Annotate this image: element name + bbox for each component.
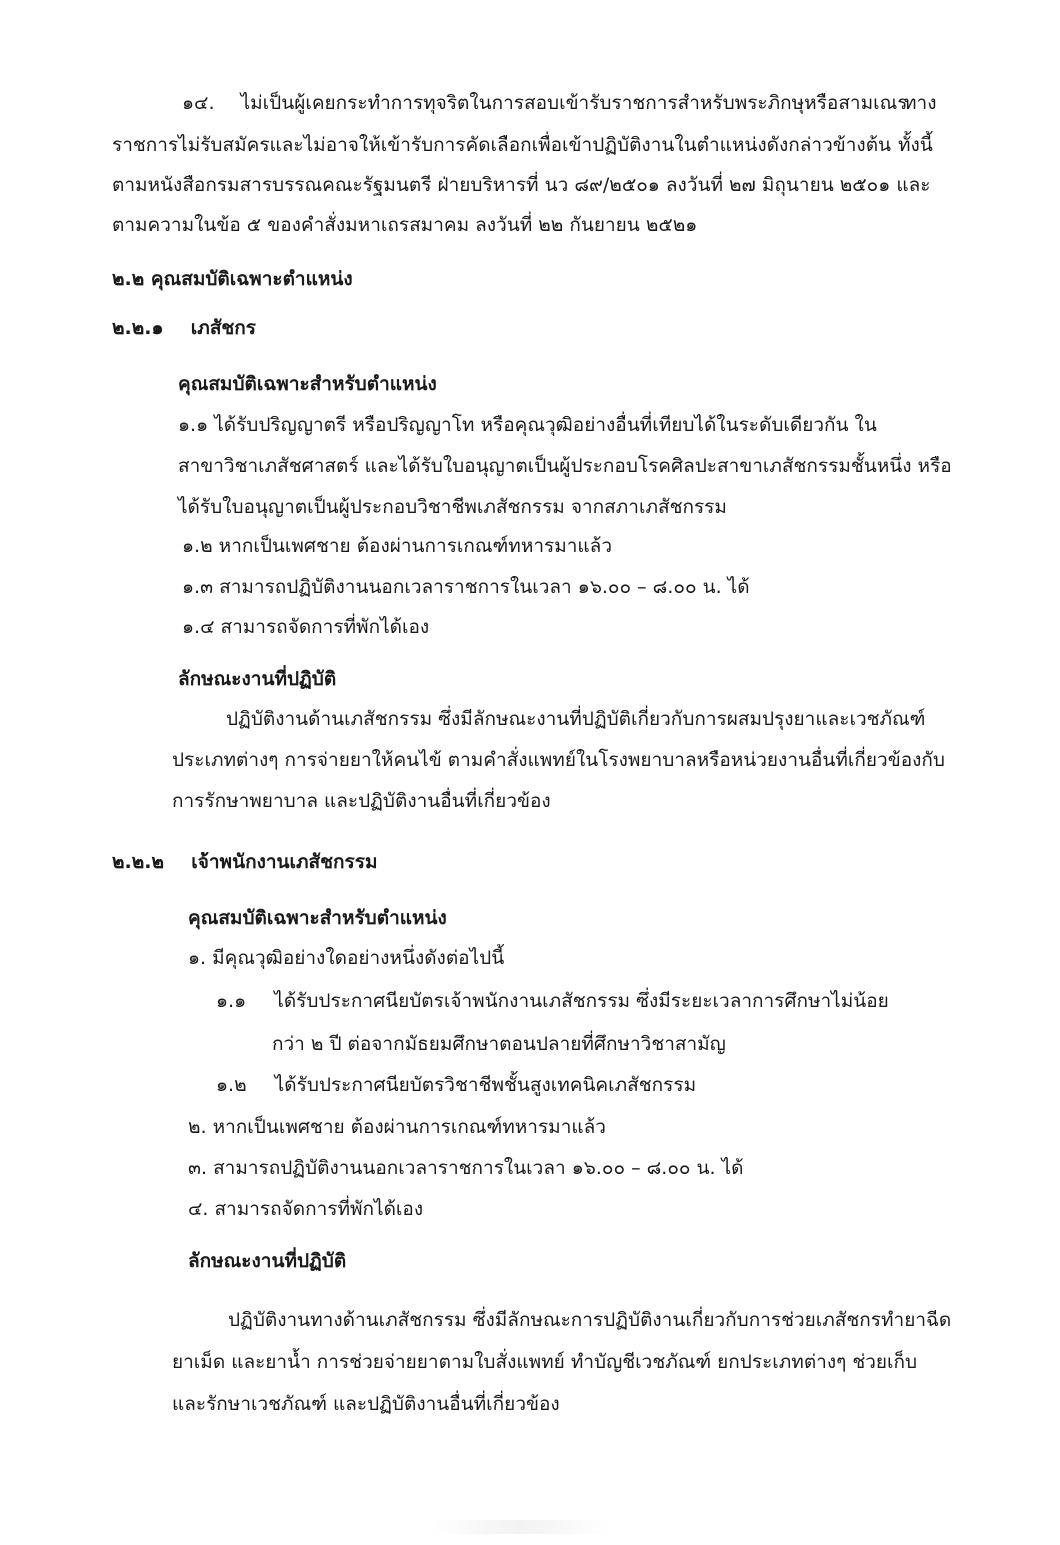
pharmacy-officer-q1-1-line-1 — [216, 986, 889, 1016]
pharmacy-officer-q1-2-text: ได้รับประกาศนียบัตรวิชาชีพชั้นสูงเทคนิคเภสัชกรรม — [274, 1074, 697, 1096]
scan-smudge — [430, 1520, 610, 1534]
pharmacy-officer-q1: ๑. มีคุณวุฒิอย่างใดอย่างหนึ่งดังต่อไปนี้ — [188, 947, 505, 969]
pharmacy-officer-heading-number: ๒.๒.๒ — [112, 851, 165, 873]
pharmacy-officer-q1-1-text: ได้รับประกาศนียบัตรเจ้าพนักงานเภสัชกรรม ซึ่งมีระยะเวลาการศึกษาไม่น้อย — [274, 990, 889, 1012]
pharmacist-duties-line-2: ประเภทต่างๆ การจ่ายยาให้คนไข้ ตามคำสั่งแพทย์ในโรงพยาบาลหรือหน่วยงานอื่นที่เกี่ยวข้องกับ — [172, 749, 945, 771]
pharmacist-q1-2: ๑.๒ หากเป็นเพศชาย ต้องผ่านการเกณฑ์ทหารมาแล้ว — [182, 535, 612, 557]
item-14-line-4: ตามความในข้อ ๕ ของคำสั่งมหาเถรสมาคม ลงวันที่ ๒๒ กันยายน ๒๕๒๑ — [112, 214, 698, 236]
section-2-2-heading: ๒.๒ คุณสมบัติเฉพาะตำแหน่ง — [112, 268, 353, 290]
pharmacy-officer-q1-1-number: ๑.๑ — [216, 990, 247, 1012]
pharmacy-officer-duties-line-2: ยาเม็ด และยาน้ำ การช่วยจ่ายยาตามใบสั่งแพทย์ ทำบัญชีเวชภัณฑ์ ยกประเภทต่างๆ ช่วยเก็บ — [172, 1351, 918, 1373]
item-14-number: ๑๔. — [182, 92, 215, 114]
pharmacy-officer-heading-title: เจ้าพนักงานเภสัชกรรม — [191, 851, 378, 873]
pharmacist-qualification-heading: คุณสมบัติเฉพาะสำหรับตำแหน่ง — [178, 373, 437, 395]
pharmacist-duties-line-3: การรักษาพยาบาล และปฏิบัติงานอื่นที่เกี่ยวข้อง — [172, 790, 551, 812]
pharmacy-officer-duties-heading: ลักษณะงานที่ปฏิบัติ — [188, 1250, 347, 1272]
pharmacy-officer-heading — [112, 847, 377, 877]
pharmacist-heading — [112, 313, 256, 343]
pharmacy-officer-duties-line-3: และรักษาเวชภัณฑ์ และปฏิบัติงานอื่นที่เกี่ยวข้อง — [172, 1393, 560, 1415]
pharmacist-duties-heading: ลักษณะงานที่ปฏิบัติ — [178, 668, 337, 690]
pharmacy-officer-q1-1-line-2: กว่า ๒ ปี ต่อจากมัธยมศึกษาตอนปลายที่ศึกษาวิชาสามัญ — [272, 1033, 726, 1055]
pharmacist-duties-line-1: ปฏิบัติงานด้านเภสัชกรรม ซึ่งมีลักษณะงานที่ปฏิบัติเกี่ยวกับการผสมปรุงยาและเวชภัณฑ์ — [226, 708, 926, 730]
item-14-text: ไม่เป็นผู้เคยกระทำการทุจริตในการสอบเข้ารับราชการสำหรับพระภิกษุหรือสามเณร — [240, 92, 908, 114]
pharmacist-q1-1-line-2: สาขาวิชาเภสัชศาสตร์ และได้รับใบอนุญาตเป็นผู้ประกอบโรคศิลปะสาขาเภสัชกรรมชั้นหนึ่ง หรือ — [178, 455, 952, 477]
pharmacist-q1-1-line-3: ได้รับใบอนุญาตเป็นผู้ประกอบวิชาชีพเภสัชกรรม จากสภาเภสัชกรรม — [178, 496, 727, 518]
pharmacy-officer-q3: ๓. สามารถปฏิบัติงานนอกเวลาราชการในเวลา ๑๖.๐๐ – ๘.๐๐ น. ได้ — [188, 1157, 744, 1179]
pharmacist-heading-title: เภสัชกร — [190, 317, 257, 339]
pharmacist-q1-4: ๑.๔ สามารถจัดการที่พักได้เอง — [182, 616, 430, 638]
pharmacy-officer-q1-2-number: ๑.๒ — [216, 1074, 247, 1096]
pharmacist-heading-number: ๒.๒.๑ — [112, 317, 164, 339]
item-14-line-1-end: ทาง — [904, 92, 937, 114]
pharmacy-officer-duties-line-1: ปฏิบัติงานทางด้านเภสัชกรรม ซึ่งมีลักษณะการปฏิบัติงานเกี่ยวกับการช่วยเภสัชกรทำยาฉีด — [228, 1309, 952, 1331]
pharmacy-officer-q1-2 — [216, 1070, 696, 1100]
pharmacist-q1-1-line-1: ๑.๑ ได้รับปริญญาตรี หรือปริญญาโท หรือคุณวุฒิอย่างอื่นที่เทียบได้ในระดับเดียวกัน ใน — [178, 414, 877, 436]
item-14-line-2-end: ทั้งนี้ — [898, 134, 933, 156]
item-14-line-2: ราชการไม่รับสมัครและไม่อาจให้เข้ารับการคัดเลือกเพื่อเข้าปฏิบัติงานในตำแหน่งดังกล่าวข้างต้น — [112, 134, 892, 156]
pharmacy-officer-qualification-heading: คุณสมบัติเฉพาะสำหรับตำแหน่ง — [188, 907, 447, 929]
item-14-line-1 — [182, 88, 907, 118]
pharmacist-q1-3: ๑.๓ สามารถปฏิบัติงานนอกเวลาราชการในเวลา ๑๖.๐๐ – ๘.๐๐ น. ได้ — [182, 576, 750, 598]
pharmacy-officer-q4: ๔. สามารถจัดการที่พักได้เอง — [188, 1198, 424, 1220]
item-14-line-3: ตามหนังสือกรมสารบรรณคณะรัฐมนตรี ฝ่ายบริหารที่ นว ๘๙/๒๕๐๑ ลงวันที่ ๒๗ มิถุนายน ๒๕๐๑ และ — [112, 174, 931, 196]
pharmacy-officer-q2: ๒. หากเป็นเพศชาย ต้องผ่านการเกณฑ์ทหารมาแล้ว — [188, 1116, 606, 1138]
